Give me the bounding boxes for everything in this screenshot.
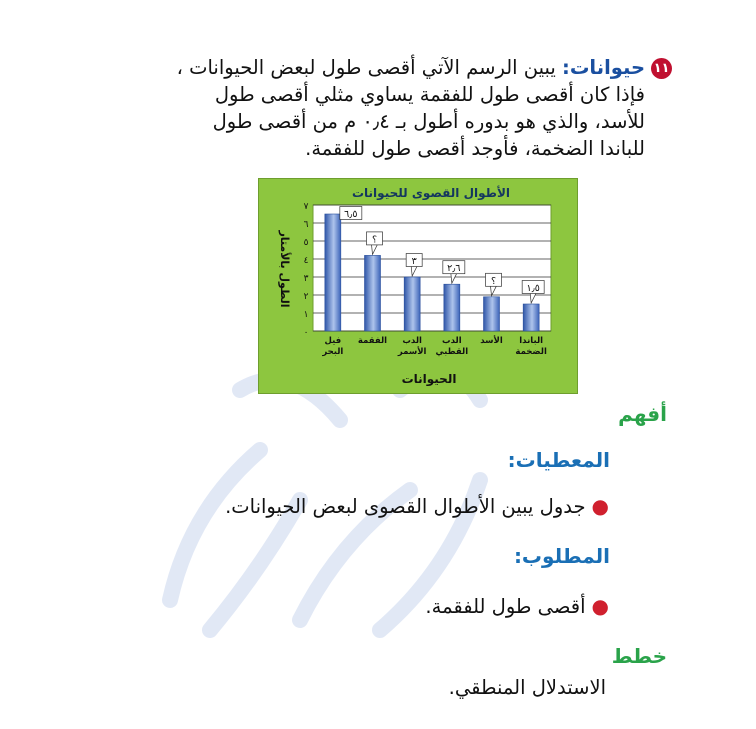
y-tick-label: ٣	[303, 274, 309, 284]
x-tick-label: الأسمر	[397, 347, 427, 357]
given-heading: المعطيات:	[507, 448, 610, 472]
x-tick-label: البحر	[322, 347, 344, 357]
y-tick-label: ١	[303, 310, 309, 320]
bullet-icon: ●	[591, 494, 609, 518]
problem-number-badge: ١١	[651, 58, 672, 79]
y-tick-label: ٢	[303, 292, 309, 302]
x-tick-label: الفقمة	[357, 336, 388, 346]
bar-chart	[258, 178, 578, 394]
x-tick-label: الأسد	[480, 336, 503, 346]
problem-text-2: فإذا كان أقصى طول للفقمة يساوي مثلي أقصى طول	[214, 83, 645, 106]
x-tick-label: الدب	[402, 336, 422, 346]
y-tick-label: ٧	[303, 202, 309, 212]
y-axis-label: الطول بالأمتار	[278, 230, 291, 308]
required-item-text: أقصى طول للفقمة.	[425, 595, 586, 618]
y-tick-label: ٥	[303, 238, 309, 248]
given-item	[225, 494, 609, 518]
problem-topic: حيوانات:	[562, 56, 645, 79]
plan-item-text: الاستدلال المنطقي.	[448, 676, 606, 699]
data-label: ٦٫٥	[344, 209, 358, 220]
bullet-icon: ●	[591, 594, 609, 618]
y-tick-label: ٤	[303, 256, 309, 266]
required-heading: المطلوب:	[513, 544, 610, 568]
chart-title: الأطوال القصوى للحيوانات	[351, 186, 511, 200]
bar	[365, 255, 381, 331]
problem-text-1: يبين الرسم الآتي أقصى طول لبعض الحيوانات ،	[176, 56, 556, 79]
data-label: ؟	[490, 275, 497, 287]
plan-heading: خطط	[611, 644, 667, 668]
understand-heading: أفهم	[618, 402, 667, 426]
problem-text-3: للأسد، والذي هو بدوره أطول بـ ٠٫٤ م من أقصى طول	[212, 110, 645, 133]
data-label: ؟	[371, 234, 378, 246]
given-item-text: جدول يبين الأطوال القصوى لبعض الحيوانات.	[225, 495, 586, 518]
problem-line-1	[112, 54, 672, 81]
bar	[523, 304, 539, 331]
problem-statement	[112, 54, 672, 162]
x-axis-label: الحيوانات	[401, 372, 457, 386]
bar	[444, 284, 460, 331]
problem-text-4: للباندا الضخمة، فأوجد أقصى طول للفقمة.	[305, 137, 645, 160]
x-tick-label: فيل	[324, 336, 342, 346]
data-label: ٣	[411, 256, 417, 267]
plot-area	[313, 205, 551, 331]
data-label: ١٫٥	[526, 283, 540, 294]
y-tick-label: ٠	[303, 328, 309, 338]
x-tick-label: الدب	[442, 336, 462, 346]
x-tick-label: الباندا	[519, 336, 544, 346]
x-tick-label: القطبي	[435, 347, 469, 357]
x-tick-label: الضخمة	[515, 347, 547, 357]
bar	[404, 277, 420, 331]
required-item	[425, 594, 609, 618]
data-label: ٢٫٦	[447, 263, 461, 275]
bar	[484, 297, 500, 331]
bar	[325, 214, 341, 331]
y-tick-label: ٦	[303, 220, 309, 230]
bar-chart-svg	[259, 179, 577, 393]
